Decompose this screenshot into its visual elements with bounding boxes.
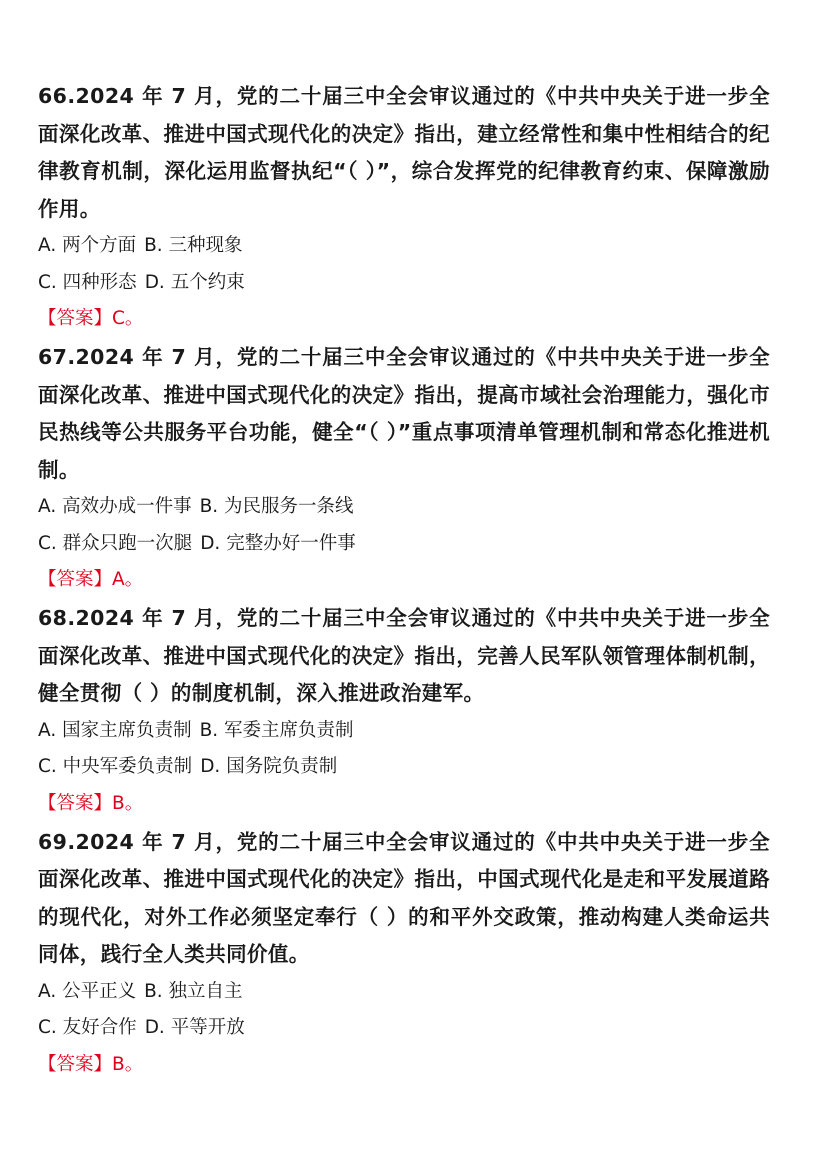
option-row [38,526,770,563]
question-stem: 66.2024 年 7 月，党的二十届三中全会审议通过的《中共中央关于进一步全面深化改革、推进中国式现代化的决定》指出，建立经常性和集中性相结合的纪律教育机制，深化运用监督执纪“（ ）”，综合发挥党的纪律教育约束、保障激励作用。 [38,84,770,221]
option-row [38,974,770,1011]
option-row [38,228,770,265]
option-b: B. 为民服务一条线 [199,496,354,517]
option-c: C. 中央军委负责制 [38,756,193,777]
option-a: A. 公平正义 [38,980,137,1002]
answer-label: 【答案】B。 [38,792,144,814]
option-row [38,489,770,526]
option-b: B. 军委主席负责制 [199,719,354,741]
option-row [38,1010,770,1047]
question-66 [38,78,770,337]
option-c: C. 四种形态 [38,271,137,293]
option-c: C. 友好合作 [38,1017,137,1038]
option-d: D. 平等开放 [144,1017,245,1038]
option-b: B. 独立自主 [144,980,243,1002]
option-c: C. 群众只跑一次腿 [38,532,193,554]
question-67 [38,339,770,598]
question-stem: 67.2024 年 7 月，党的二十届三中全会审议通过的《中共中央关于进一步全面深化改革、推进中国式现代化的决定》指出，提高市域社会治理能力，强化市民热线等公共服务平台功能，健全“（ ）”重点事项清单管理机制和常态化推进机制。 [38,345,770,482]
option-row [38,713,770,750]
option-a: A. 国家主席负责制 [38,719,192,741]
question-68 [38,600,770,822]
option-d: D. 完整办好一件事 [200,532,356,554]
answer-label: 【答案】A。 [38,569,144,590]
option-row [38,265,770,302]
option-b: B. 三种现象 [144,235,243,256]
question-69 [38,824,770,1083]
question-stem: 68.2024 年 7 月，党的二十届三中全会审议通过的《中共中央关于进一步全面深化改革、推进中国式现代化的决定》指出，完善人民军队领管理体制机制，健全贯彻（ ）的制度机制，深入推进政治建军。 [38,606,770,705]
question-stem: 69.2024 年 7 月，党的二十届三中全会审议通过的《中共中央关于进一步全面深化改革、推进中国式现代化的决定》指出，中国式现代化是走和平发展道路的现代化，对外工作必须坚定奉行（ ）的和平外交政策，推动构建人类命运共同体，践行全人类共同价值。 [38,829,770,966]
option-d: D. 五个约束 [144,271,245,293]
option-a: A. 两个方面 [38,235,137,256]
answer-label: 【答案】C。 [38,308,144,329]
answer-label: 【答案】B。 [38,1053,144,1075]
option-row [38,749,770,786]
option-a: A. 高效办成一件事 [38,496,192,517]
option-d: D. 国务院负责制 [200,756,338,777]
